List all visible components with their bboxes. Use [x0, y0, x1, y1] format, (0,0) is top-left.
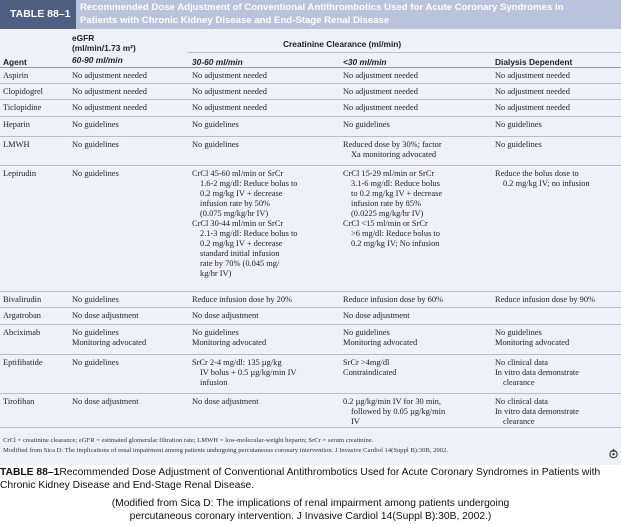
cell-crcl-30-60 [192, 397, 338, 407]
table-row [0, 117, 621, 137]
cell-line: Monitoring advocated [343, 338, 418, 347]
cell-line: No dose adjustment [343, 311, 410, 320]
caption-source [0, 497, 621, 523]
table-row [0, 355, 621, 394]
table-row [0, 166, 621, 292]
table-header-bar [0, 0, 621, 29]
cell-agent: Eptifibatide [3, 358, 43, 367]
cell-line: Xa monitoring advocated [351, 150, 437, 159]
cell-crcl-30-60 [192, 87, 338, 97]
cell-crcl-30-60 [192, 120, 338, 130]
cell-line: No guidelines [72, 140, 119, 149]
cell-line: 0.2 mg/kg IV; no infusion [503, 179, 590, 188]
cell-crcl-lt-30 [343, 295, 489, 305]
cell-dialysis [495, 140, 619, 150]
table-row [0, 137, 621, 166]
cell-crcl-lt-30 [343, 103, 489, 113]
table-row [0, 84, 621, 100]
cell-agent: Lepirudin [3, 169, 37, 178]
table-number: TABLE 88–1 [0, 0, 76, 29]
cell-line: No adjustment needed [343, 87, 418, 96]
cell-line: Monitoring advocated [192, 338, 267, 347]
cell-line: No guidelines [72, 169, 119, 178]
cell-crcl-30-60 [192, 140, 338, 150]
cell-dialysis [495, 397, 619, 427]
cell-egfr-60-90 [72, 311, 184, 321]
cell-line: 2.1-3 mg/dl: Reduce bolus to [200, 229, 298, 238]
cell-crcl-30-60 [192, 358, 338, 388]
cell-line: No dose adjustment [72, 311, 139, 320]
cell-crcl-30-60 [192, 328, 338, 348]
cell-line: No adjustment needed [495, 103, 570, 112]
cell-agent: Argatroban [3, 311, 41, 320]
cell-line: to 0.2 mg/kg IV + decrease [351, 189, 443, 198]
cell-dialysis [495, 169, 619, 189]
cell-egfr-60-90 [72, 328, 184, 348]
table-row [0, 325, 621, 355]
cell-dialysis [495, 71, 619, 81]
column-header-egfr-range: 60-90 ml/min [72, 55, 123, 65]
table-row [0, 292, 621, 308]
cell-line: (0.075 mg/kg/hr IV) [200, 209, 269, 218]
cell-line: 0.2 mg/kg IV + decrease [200, 239, 283, 248]
cell-line: No adjustment needed [72, 103, 147, 112]
cell-line: clearance [503, 378, 535, 387]
cell-line: Reduced dose by 30%; factor [343, 140, 442, 149]
cell-egfr-60-90 [72, 71, 184, 81]
cell-line: 1.6-2 mg/dl: Reduce bolus to [200, 179, 298, 188]
cell-agent: LMWH [3, 140, 30, 149]
cell-line: Contraindicated [343, 368, 397, 377]
table-title [80, 2, 615, 27]
cell-line: No dose adjustment [192, 397, 259, 406]
cell-agent: Aspirin [3, 71, 29, 80]
egfr-label: eGFR [72, 33, 95, 43]
cell-crcl-30-60 [192, 71, 338, 81]
cell-line: 0.2 mg/kg IV; No infusion [351, 239, 440, 248]
cell-line: No clinical data [495, 358, 549, 367]
cell-agent: Clopidogrel [3, 87, 44, 96]
creatinine-clearance-label: Creatinine Clearance (ml/min) [283, 39, 402, 49]
cell-agent: Bivalirudin [3, 295, 42, 304]
column-header-crcl-lt-30: <30 ml/min [343, 57, 387, 67]
cell-line: No dose adjustment [72, 397, 139, 406]
cell-dialysis [495, 120, 619, 130]
clearance-span-rule [188, 52, 621, 53]
cell-crcl-30-60 [192, 103, 338, 113]
column-header-crcl-30-60: 30-60 ml/min [192, 57, 243, 67]
cell-dialysis [495, 103, 619, 113]
cell-dialysis [495, 358, 619, 388]
cell-line: In vitro data demonstrate [495, 407, 579, 416]
cell-line: No adjustment needed [192, 87, 267, 96]
cell-egfr-60-90 [72, 169, 184, 179]
cell-line: No guidelines [72, 358, 119, 367]
cell-line: Reduce the bolus dose to [495, 169, 579, 178]
cell-line: No adjustment needed [72, 71, 147, 80]
cell-line: No guidelines [495, 120, 542, 129]
cell-line: No guidelines [192, 120, 239, 129]
cell-line: Reduce infusion dose by 90% [495, 295, 596, 304]
column-header-dialysis: Dialysis Dependent [495, 57, 573, 67]
cell-line: 0.2 µg/kg/min IV for 30 min, [343, 397, 441, 406]
table-row [0, 394, 621, 428]
figure-caption [0, 466, 621, 492]
cell-line: kg/hr IV) [200, 269, 232, 278]
cell-line: CrCl <15 ml/min or SrCr [343, 219, 428, 228]
table-row [0, 68, 621, 84]
cell-dialysis [495, 295, 619, 305]
cell-crcl-30-60 [192, 311, 338, 321]
cell-line: No adjustment needed [495, 87, 570, 96]
table-row [0, 308, 621, 325]
cell-line: infusion [200, 378, 228, 387]
row-divider [0, 427, 621, 428]
cell-agent: Tirofiban [3, 397, 35, 406]
cell-agent: Abciximab [3, 328, 41, 337]
caption-source-line: (Modified from Sica D: The implications of renal impairment among patients undergoing [111, 498, 510, 509]
cell-line: No guidelines [495, 328, 542, 337]
cell-line: standard initial infusion [200, 249, 280, 258]
footnote-abbreviations: CrCl = creatinine clearance; eGFR = estimated glomerular filtration rate; LMWH = low-molecular-weight heparin; SrCr = serum creatinine. [3, 437, 374, 444]
cell-line: Reduce infusion dose by 60% [343, 295, 444, 304]
table-title-line: Recommended Dose Adjustment of Conventional Antithrombotics Used for Acute Coronary Syndromes in [80, 2, 564, 13]
cell-line: followed by 0.05 µg/kg/min [351, 407, 446, 416]
cell-dialysis [495, 87, 619, 97]
cell-line: rate by 70% (0.045 mg/ [200, 259, 280, 268]
cell-line: In vitro data demonstrate [495, 368, 579, 377]
cell-line: 0.2 mg/kg IV + decrease [200, 189, 283, 198]
cell-line: >6 mg/dl: Reduce bolus to [351, 229, 440, 238]
publisher-logo-icon [608, 448, 619, 459]
cell-crcl-30-60 [192, 169, 338, 279]
column-header-agent: Agent [3, 57, 27, 67]
cell-crcl-lt-30 [343, 397, 489, 427]
cell-line: No adjustment needed [343, 71, 418, 80]
cell-egfr-60-90 [72, 140, 184, 150]
cell-line: No adjustment needed [72, 87, 147, 96]
cell-agent: Ticlopidine [3, 103, 42, 112]
cell-line: No guidelines [343, 328, 390, 337]
cell-crcl-30-60 [192, 295, 338, 305]
cell-egfr-60-90 [72, 295, 184, 305]
cell-line: No clinical data [495, 397, 549, 406]
cell-line: No guidelines [192, 328, 239, 337]
table-title-line: Patients with Chronic Kidney Disease and End-Stage Renal Disease [80, 14, 390, 26]
cell-line: CrCl 15-29 ml/min or SrCr [343, 169, 435, 178]
cell-line: No guidelines [72, 295, 119, 304]
cell-line: CrCl 45-60 ml/min or SrCr [192, 169, 284, 178]
cell-line: Monitoring advocated [72, 338, 147, 347]
cell-line: No guidelines [343, 120, 390, 129]
cell-line: No adjustment needed [495, 71, 570, 80]
cell-line: No guidelines [495, 140, 542, 149]
cell-line: Monitoring advocated [495, 338, 570, 347]
cell-crcl-lt-30 [343, 120, 489, 130]
cell-line: infusion rate by 50% [200, 199, 271, 208]
cell-line: No adjustment needed [192, 71, 267, 80]
cell-line: Reduce infusion dose by 20% [192, 295, 293, 304]
cell-crcl-lt-30 [343, 87, 489, 97]
table-row [0, 100, 621, 117]
cell-line: No adjustment needed [192, 103, 267, 112]
cell-agent: Heparin [3, 120, 30, 129]
cell-egfr-60-90 [72, 120, 184, 130]
cell-line: 3.1-6 mg/dl: Reduce bolus [351, 179, 440, 188]
cell-crcl-lt-30 [343, 328, 489, 348]
egfr-units-label: (ml/min/1.73 m²) [72, 43, 136, 53]
cell-line: (0.0225 mg/kg/hr IV) [351, 209, 424, 218]
cell-line: CrCl 30-44 ml/min or SrCr [192, 219, 284, 228]
cell-line: No adjustment needed [343, 103, 418, 112]
cell-line: IV bolus + 0.5 µg/kg/min IV [200, 368, 297, 377]
cell-line: No dose adjustment [192, 311, 259, 320]
cell-line: clearance [503, 417, 535, 426]
cell-egfr-60-90 [72, 103, 184, 113]
cell-line: SrCr 2-4 mg/dl: 135 µg/kg [192, 358, 282, 367]
cell-line: No guidelines [72, 120, 119, 129]
caption-text: Recommended Dose Adjustment of Conventional Antithrombotics Used for Acute Coronary Syndromes in Patients with Chronic Kidney Disease and End-Stage Renal Disease. [0, 467, 601, 491]
cell-crcl-lt-30 [343, 71, 489, 81]
caption-label: TABLE 88–1 [0, 467, 60, 478]
cell-crcl-lt-30 [343, 169, 489, 249]
cell-dialysis [495, 328, 619, 348]
cell-line: infusion rate by 85% [351, 199, 422, 208]
cell-egfr-60-90 [72, 358, 184, 368]
cell-egfr-60-90 [72, 87, 184, 97]
cell-line: IV [351, 417, 360, 426]
cell-egfr-60-90 [72, 397, 184, 407]
caption-source-line: percutaneous coronary intervention. J Invasive Cardiol 14(Suppl B):30B, 2002.) [129, 511, 492, 522]
cell-crcl-lt-30 [343, 311, 489, 321]
cell-crcl-lt-30 [343, 358, 489, 378]
cell-line: No guidelines [72, 328, 119, 337]
cell-line: SrCr >4mg/dl [343, 358, 390, 367]
cell-crcl-lt-30 [343, 140, 489, 160]
cell-line: No guidelines [192, 140, 239, 149]
footnote-source: Modified from Sica D: The implications of renal impairment among patients undergoing percutaneous coronary intervention. J Invasive Cardiol 14(Suppl B):30B, 2002. [3, 447, 448, 454]
